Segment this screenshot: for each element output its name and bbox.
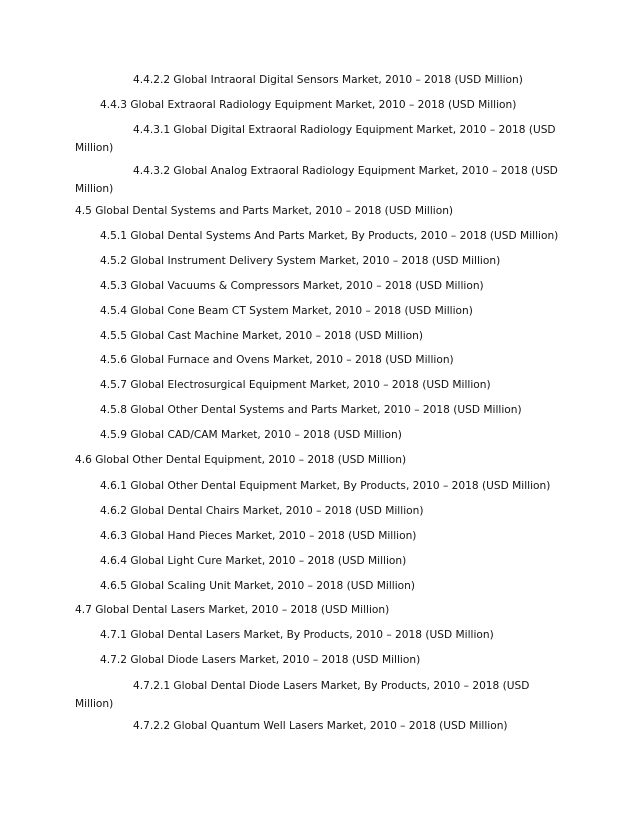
toc-entry-4-5-5 bbox=[75, 327, 575, 345]
toc-entry-4-4-2-2 bbox=[75, 71, 575, 89]
toc-entry-text: 4.7.2.2 Global Quantum Well Lasers Market, 2010 – 2018 (USD Million) bbox=[133, 720, 508, 732]
toc-entry-text: 4.5.5 Global Cast Machine Market, 2010 – 2018 (USD Million) bbox=[100, 330, 423, 342]
toc-entry-4-5-2 bbox=[75, 252, 575, 270]
toc-entry-text: 4.4.2.2 Global Intraoral Digital Sensors Market, 2010 – 2018 (USD Million) bbox=[133, 74, 523, 86]
toc-entry-text: 4.6.3 Global Hand Pieces Market, 2010 – 2018 (USD Million) bbox=[100, 530, 417, 542]
toc-entry-4-6-2 bbox=[75, 502, 575, 520]
toc-entry-4-5-3 bbox=[75, 277, 575, 295]
toc-entry-text: 4.6.5 Global Scaling Unit Market, 2010 – 2018 (USD Million) bbox=[100, 580, 415, 592]
toc-entry-text: 4.5.7 Global Electrosurgical Equipment Market, 2010 – 2018 (USD Million) bbox=[100, 379, 491, 391]
toc-entry-text: 4.6 Global Other Dental Equipment, 2010 – 2018 (USD Million) bbox=[75, 454, 407, 466]
toc-entry-4-4-3 bbox=[75, 96, 575, 114]
toc-entry-text: 4.5.9 Global CAD/CAM Market, 2010 – 2018 (USD Million) bbox=[100, 429, 402, 441]
toc-entry-text: 4.6.1 Global Other Dental Equipment Market, By Products, 2010 – 2018 (USD Million) bbox=[100, 480, 551, 492]
toc-entry-text: 4.5.1 Global Dental Systems And Parts Market, By Products, 2010 – 2018 (USD Million) bbox=[100, 230, 559, 242]
toc-entry-4-5-6 bbox=[75, 351, 575, 369]
toc-entry-4-5-8 bbox=[75, 401, 575, 419]
toc-entry-text: 4.7.2 Global Diode Lasers Market, 2010 – 2018 (USD Million) bbox=[100, 654, 421, 666]
toc-entry-4-5-1 bbox=[75, 227, 575, 245]
toc-entry-text: 4.5.6 Global Furnace and Ovens Market, 2010 – 2018 (USD Million) bbox=[100, 354, 454, 366]
toc-entry-text: 4.6.4 Global Light Cure Market, 2010 – 2018 (USD Million) bbox=[100, 555, 407, 567]
toc-entry-4-5-7 bbox=[75, 376, 575, 394]
toc-entry-continuation: Million) bbox=[75, 698, 114, 710]
toc-entry-4-4-3-2 bbox=[75, 162, 575, 198]
toc-entry-text: 4.5.2 Global Instrument Delivery System Market, 2010 – 2018 (USD Million) bbox=[100, 255, 501, 267]
toc-entry-4-6-5 bbox=[75, 577, 575, 595]
toc-entry-text: 4.5.3 Global Vacuums & Compressors Market, 2010 – 2018 (USD Million) bbox=[100, 280, 484, 292]
toc-entry-4-7-2-2 bbox=[75, 717, 575, 735]
toc-entry-4-6-3 bbox=[75, 527, 575, 545]
toc-entry-4-4-3-1 bbox=[75, 121, 575, 157]
toc-entry-text: 4.5 Global Dental Systems and Parts Market, 2010 – 2018 (USD Million) bbox=[75, 205, 454, 217]
toc-entry-text: 4.5.8 Global Other Dental Systems and Parts Market, 2010 – 2018 (USD Million) bbox=[100, 404, 522, 416]
toc-entry-4-5 bbox=[75, 202, 575, 220]
toc-entry-4-5-4 bbox=[75, 302, 575, 320]
toc-entry-4-6-4 bbox=[75, 552, 575, 570]
toc-entry-text: 4.5.4 Global Cone Beam CT System Market, 2010 – 2018 (USD Million) bbox=[100, 305, 473, 317]
toc-entry-text: 4.4.3 Global Extraoral Radiology Equipment Market, 2010 – 2018 (USD Million) bbox=[100, 99, 517, 111]
toc-entry-text: 4.4.3.1 Global Digital Extraoral Radiology Equipment Market, 2010 – 2018 (USD bbox=[133, 124, 556, 136]
toc-entry-text: 4.7 Global Dental Lasers Market, 2010 – 2018 (USD Million) bbox=[75, 604, 390, 616]
toc-entry-text: 4.6.2 Global Dental Chairs Market, 2010 – 2018 (USD Million) bbox=[100, 505, 424, 517]
toc-entry-4-7-2-1 bbox=[75, 677, 575, 713]
toc-entry-4-6-1 bbox=[75, 477, 575, 495]
toc-entry-text: 4.4.3.2 Global Analog Extraoral Radiology Equipment Market, 2010 – 2018 (USD bbox=[133, 165, 558, 177]
toc-entry-4-6 bbox=[75, 451, 575, 469]
toc-entry-4-7-1 bbox=[75, 626, 575, 644]
toc-entry-4-7 bbox=[75, 601, 575, 619]
toc-entry-continuation: Million) bbox=[75, 142, 114, 154]
toc-entry-4-7-2 bbox=[75, 651, 575, 669]
toc-entry-text: 4.7.2.1 Global Dental Diode Lasers Market, By Products, 2010 – 2018 (USD bbox=[133, 680, 530, 692]
toc-entry-4-5-9 bbox=[75, 426, 575, 444]
toc-entry-text: 4.7.1 Global Dental Lasers Market, By Products, 2010 – 2018 (USD Million) bbox=[100, 629, 494, 641]
toc-entry-continuation: Million) bbox=[75, 183, 114, 195]
